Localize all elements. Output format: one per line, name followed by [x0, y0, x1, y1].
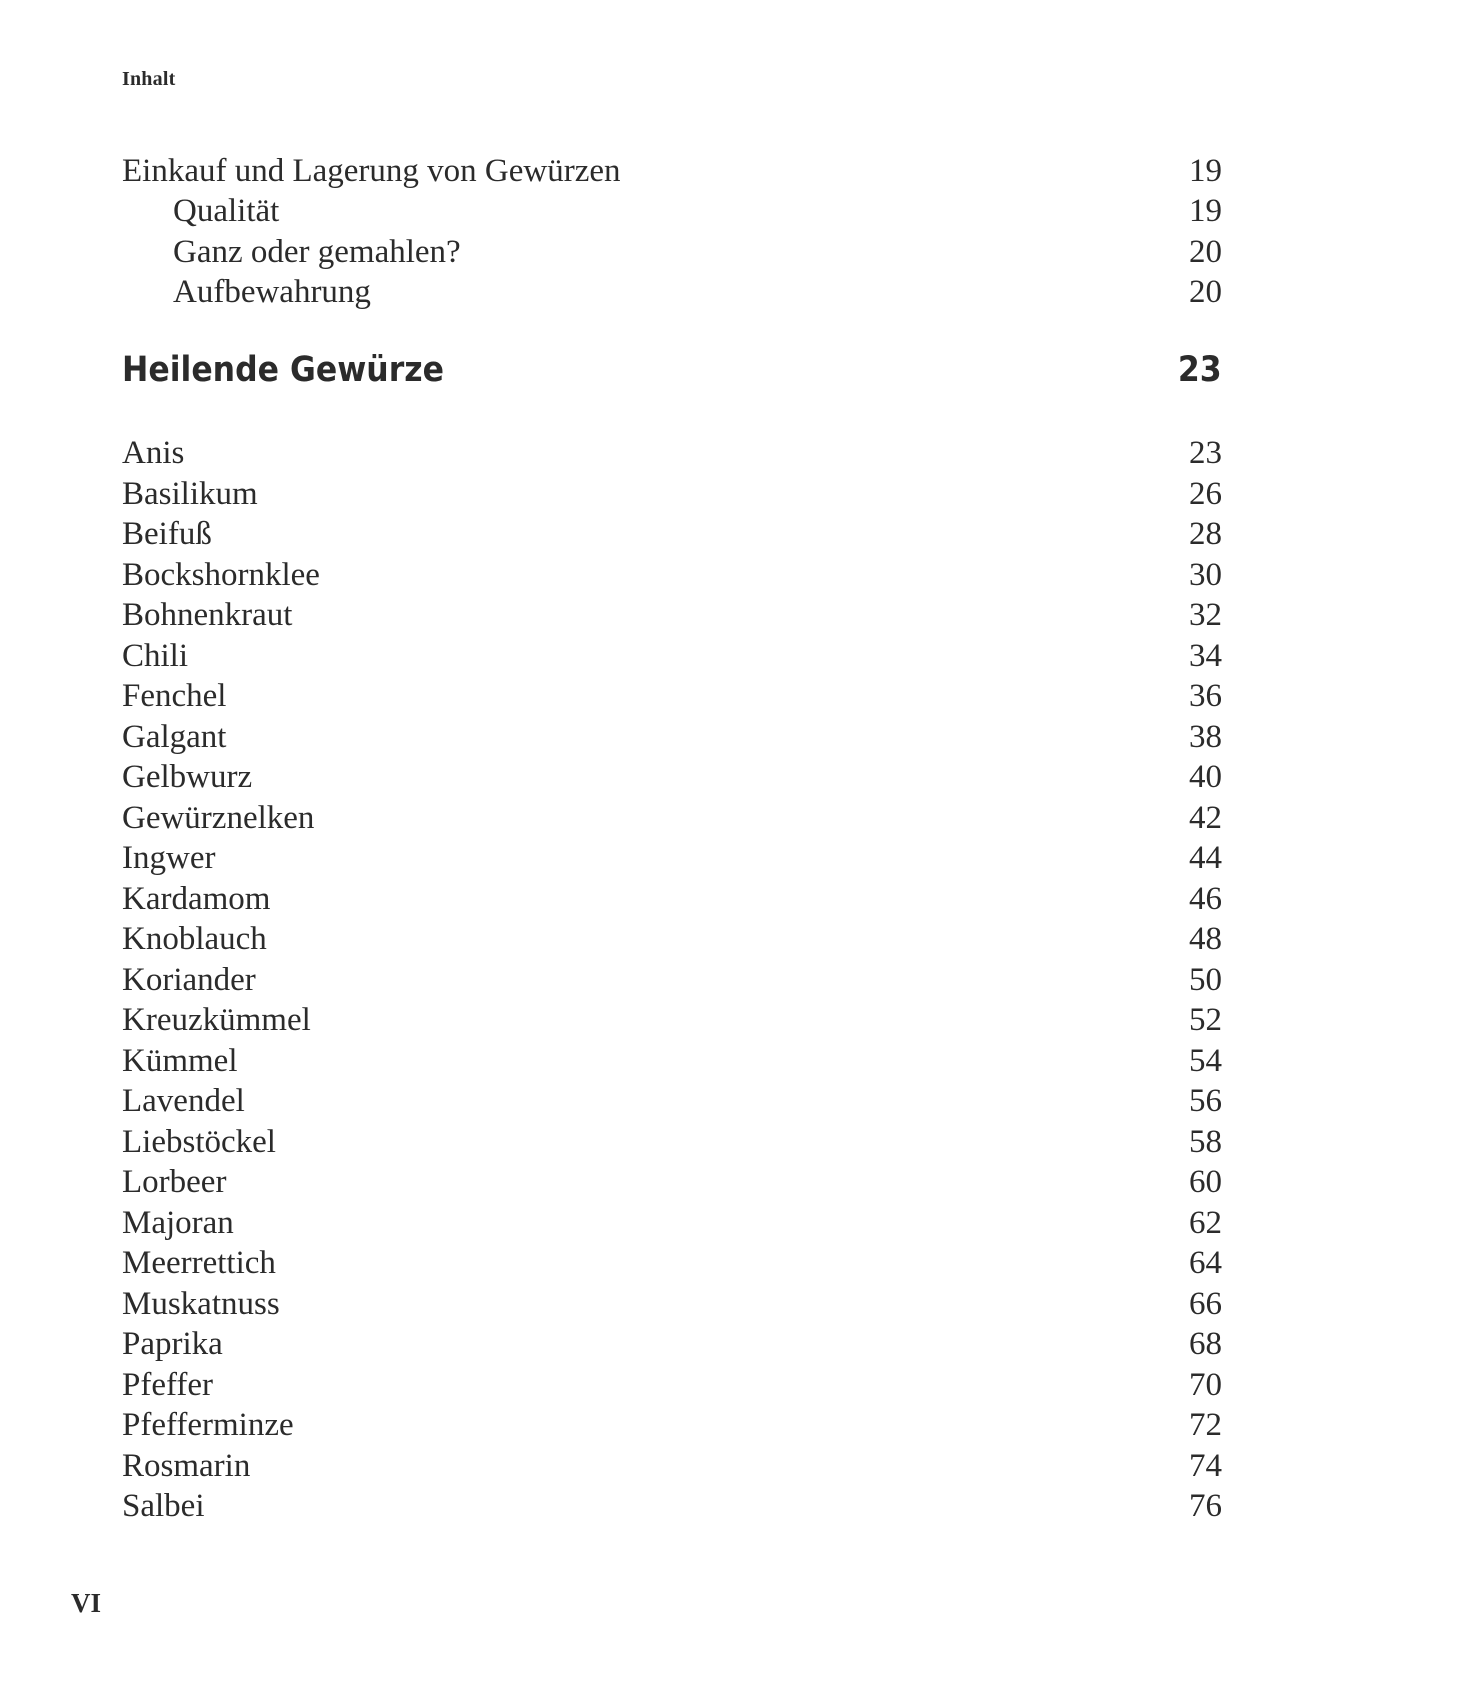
toc-entry[interactable] [122, 474, 1222, 514]
toc-entry-title: Kümmel [122, 1042, 238, 1079]
toc-entry-title: Pfefferminze [122, 1407, 294, 1443]
toc-entry-title: Paprika [122, 1326, 223, 1362]
toc-entry-page: 46 [1189, 880, 1222, 917]
toc-entry[interactable] [122, 960, 1222, 1000]
toc-entry-title: Liebstöckel [122, 1123, 276, 1160]
toc-subentry-page: 19 [1189, 193, 1222, 229]
toc-entry-page: 32 [1189, 597, 1222, 633]
toc-entry-title: Rosmarin [122, 1447, 251, 1484]
toc-subentry-title: Aufbewahrung [173, 274, 371, 310]
toc-entry[interactable] [122, 636, 1222, 676]
toc-entry[interactable] [122, 838, 1222, 878]
toc-entry-page: 72 [1189, 1407, 1222, 1443]
toc-entry[interactable] [122, 798, 1222, 838]
toc-entry[interactable] [122, 1000, 1222, 1040]
toc-subentry[interactable] [122, 232, 1222, 272]
toc-entry[interactable] [122, 1324, 1222, 1364]
toc-entry[interactable] [122, 151, 1222, 191]
toc-subentry-page: 20 [1189, 234, 1222, 270]
toc-entry-page: 56 [1189, 1083, 1222, 1119]
toc-entry-page: 68 [1189, 1326, 1222, 1362]
chapter-title: Heilende Gewürze [122, 350, 444, 390]
toc-entry-page: 40 [1189, 759, 1222, 795]
toc-entry-title: Bohnenkraut [122, 597, 293, 633]
toc-entry-title: Meerrettich [122, 1245, 276, 1281]
toc-entry-title: Majoran [122, 1204, 234, 1241]
toc-entry[interactable] [122, 1122, 1222, 1162]
toc-entry[interactable] [122, 1405, 1222, 1445]
toc-entry[interactable] [122, 595, 1222, 635]
toc-entry-page: 38 [1189, 718, 1222, 755]
toc-entry-page: 30 [1189, 556, 1222, 593]
toc-entry-title: Gelbwurz [122, 759, 253, 795]
toc-entry[interactable] [122, 1203, 1222, 1243]
running-head: Inhalt [122, 68, 176, 90]
toc-entry-title: Knoblauch [122, 921, 267, 957]
toc-entry[interactable] [122, 1284, 1222, 1324]
toc-subentry-title: Qualität [173, 193, 280, 229]
toc-subentry-title: Ganz oder gemahlen? [173, 234, 461, 270]
toc-entry-title: Bockshornklee [122, 556, 320, 593]
toc-entry[interactable] [122, 757, 1222, 797]
toc-entry-page: 19 [1189, 153, 1222, 189]
toc-entry[interactable] [122, 1243, 1222, 1283]
toc-subentry[interactable] [122, 272, 1222, 312]
toc-entry-page: 26 [1189, 475, 1222, 512]
chapter-page: 23 [1178, 350, 1222, 390]
toc-entry-title: Fenchel [122, 678, 227, 714]
toc-entry-page: 44 [1189, 840, 1222, 876]
toc-entry[interactable] [122, 1446, 1222, 1486]
toc-entry-page: 64 [1189, 1245, 1222, 1281]
toc-entry[interactable] [122, 1162, 1222, 1202]
toc-entry-page: 74 [1189, 1447, 1222, 1484]
toc-entry-title: Muskatnuss [122, 1285, 280, 1322]
toc-entry[interactable] [122, 433, 1222, 473]
page-number: VI [71, 1588, 102, 1618]
toc-entry[interactable] [122, 676, 1222, 716]
toc-entry-title: Beifuß [122, 516, 212, 552]
toc-entry-title: Lavendel [122, 1083, 245, 1119]
toc-entry[interactable] [122, 1365, 1222, 1405]
toc-entry[interactable] [122, 1041, 1222, 1081]
toc-entry[interactable] [122, 717, 1222, 757]
toc-entry-page: 60 [1189, 1164, 1222, 1200]
toc-entry-title: Ingwer [122, 840, 216, 876]
toc-entry-title: Gewürznelken [122, 799, 315, 836]
toc-entry-title: Kardamom [122, 880, 271, 917]
toc-entry[interactable] [122, 514, 1222, 554]
toc-entry[interactable] [122, 879, 1222, 919]
toc-subentry-page: 20 [1189, 274, 1222, 310]
toc-entry-title: Pfeffer [122, 1366, 214, 1403]
toc-entry-page: 50 [1189, 961, 1222, 998]
toc-entry-title: Basilikum [122, 475, 258, 512]
toc-entry-page: 62 [1189, 1204, 1222, 1241]
toc-entry-title: Kreuzkümmel [122, 1002, 311, 1038]
toc-entry-page: 28 [1189, 516, 1222, 552]
toc-entry-page: 48 [1189, 921, 1222, 957]
toc-entry-title: Galgant [122, 718, 227, 755]
toc-entry[interactable] [122, 1081, 1222, 1121]
toc-entry-title: Anis [122, 435, 185, 471]
toc-entry[interactable] [122, 919, 1222, 959]
toc-entry-title: Koriander [122, 961, 256, 998]
toc-entry-title: Einkauf und Lagerung von Gewürzen [122, 153, 621, 189]
toc-entry-page: 66 [1189, 1285, 1222, 1322]
toc-entry-page: 36 [1189, 678, 1222, 714]
toc-entry-page: 54 [1189, 1042, 1222, 1079]
toc-entry-title: Salbei [122, 1488, 205, 1524]
toc-entry[interactable] [122, 555, 1222, 595]
toc-entry[interactable] [122, 1486, 1222, 1526]
toc-entry-page: 23 [1189, 435, 1222, 471]
toc-entry-title: Lorbeer [122, 1164, 227, 1200]
toc-entry-page: 58 [1189, 1123, 1222, 1160]
toc-entry-page: 34 [1189, 637, 1222, 674]
toc-chapter-heading[interactable] [122, 346, 1222, 394]
toc-entry-page: 52 [1189, 1002, 1222, 1038]
toc-entry-page: 76 [1189, 1488, 1222, 1524]
toc-entry-page: 42 [1189, 799, 1222, 836]
toc-subentry[interactable] [122, 191, 1222, 231]
toc-entry-page: 70 [1189, 1366, 1222, 1403]
toc-entry-title: Chili [122, 637, 189, 674]
